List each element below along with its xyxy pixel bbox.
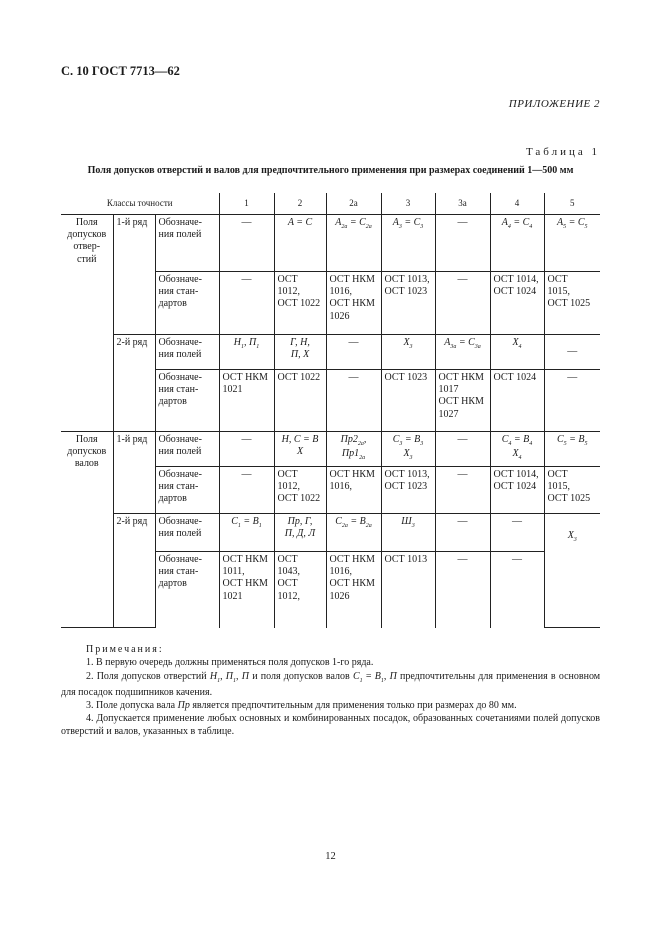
table-cell: —	[490, 514, 544, 552]
table-cell: ОСТ НКМ 1011, ОСТ НКМ 1021	[219, 552, 274, 628]
col-header-class: 3а	[435, 193, 490, 215]
table-cell: $A_5 = C_5$	[544, 215, 600, 272]
table-cell: $X_3$	[544, 514, 600, 628]
table-cell: ОСТ НКМ 1016, ОСТ НКМ 1026	[326, 272, 381, 335]
table-cell: ОСТ НКМ 1021	[219, 370, 274, 432]
table-cell: —	[435, 514, 490, 552]
col-header-classes: Классы точности	[61, 193, 219, 215]
table-cell: —	[435, 432, 490, 467]
table-cell: $Ш_3$	[381, 514, 435, 552]
table-cell: —	[435, 467, 490, 514]
table-cell: —	[219, 272, 274, 335]
table-cell: $A_{2а} = C_{2а}$	[326, 215, 381, 272]
table-cell: —	[544, 370, 600, 432]
table-cell: ОСТ 1024	[490, 370, 544, 432]
table-cell: —	[435, 552, 490, 628]
table-cell: ОСТ 1012, ОСТ 1022	[274, 467, 326, 514]
table-cell: $A_4 = C_4$	[490, 215, 544, 272]
table-cell: ОСТ 1013	[381, 552, 435, 628]
row-label: 1-й ряд	[113, 432, 155, 514]
table-cell: ОСТ 1014, ОСТ 1024	[490, 272, 544, 335]
table-cell: —	[219, 215, 274, 272]
kind-label: Обозначе-ния полей	[155, 514, 219, 552]
table-cell: —	[435, 272, 490, 335]
table-cell: $A_{3а} = C_{3а}$	[435, 335, 490, 370]
kind-label: Обозначе-ния полей	[155, 432, 219, 467]
table-cell: —	[490, 552, 544, 628]
page-header: С. 10 ГОСТ 7713—62	[61, 64, 180, 78]
tolerance-table	[61, 193, 600, 628]
table-cell: $A_3 = C_3$	[381, 215, 435, 272]
table-cell: Пр, Г, П, Д, Л	[274, 514, 326, 552]
table-cell: ОСТ 1015, ОСТ 1025	[544, 467, 600, 514]
table-cell: ОСТ 1013, ОСТ 1023	[381, 272, 435, 335]
table-cell: H, C = B X	[274, 432, 326, 467]
table-label: Таблица 1	[525, 146, 600, 158]
table-cell: ОСТ 1013, ОСТ 1023	[381, 467, 435, 514]
group-label-shafts: Поля допусков валов	[61, 432, 113, 628]
table-title: Поля допусков отверстий и валов для предпочтительного применения при размерах соединений 1—500 мм	[87, 165, 574, 176]
kind-label: Обозначе-ния полей	[155, 335, 219, 370]
table-cell: $C_3 = B_3$ $X_3$	[381, 432, 435, 467]
table-cell: ОСТ 1022	[274, 370, 326, 432]
table-cell: ОСТ 1012, ОСТ 1022	[274, 272, 326, 335]
kind-label: Обозначе-ния стан-дартов	[155, 467, 219, 514]
note-4: 4. Допускается применение любых основных и комбинированных посадок, образованных сочетаниями полей допусков отверстий и валов, указанных в таблице.	[61, 713, 600, 738]
table-cell: $C_5 = B_5$	[544, 432, 600, 467]
table-cell: $C_{2а} = B_{2а}$	[326, 514, 381, 552]
table-cell: $X_4$	[490, 335, 544, 370]
row-label: 2-й ряд	[113, 514, 155, 628]
table-cell: ОСТ 1023	[381, 370, 435, 432]
row-label: 2-й ряд	[113, 335, 155, 432]
note-1: 1. В первую очередь должны применяться поля допусков 1-го ряда.	[86, 657, 374, 669]
col-header-class: 2а	[326, 193, 381, 215]
col-header-class: 1	[219, 193, 274, 215]
col-header-class: 4	[490, 193, 544, 215]
table-cell: Г, H, П, X	[274, 335, 326, 370]
table-cell: $C_4 = B_4$ $X_4$	[490, 432, 544, 467]
table-cell: —	[219, 432, 274, 467]
col-header-class: 3	[381, 193, 435, 215]
col-header-class: 2	[274, 193, 326, 215]
kind-label: Обозначе-ния стан-дартов	[155, 272, 219, 335]
group-label-holes: Поля допусков отвер-стий	[61, 215, 113, 432]
kind-label: Обозначе-ния полей	[155, 215, 219, 272]
table-cell: ОСТ НКМ 1016, ОСТ НКМ 1026	[326, 552, 381, 628]
row-label: 1-й ряд	[113, 215, 155, 335]
note-2: 2. Поля допусков отверстий $H_1$, $П_1$, П и поля допусков валов $C_1 = B_1$, П предпочтительны для применения в основном для посадок подшипников качения.	[61, 670, 601, 698]
notes	[61, 643, 600, 739]
page-number: 12	[325, 851, 336, 862]
table-cell: $H_1$, $П_1$	[219, 335, 274, 370]
table-cell: A = C	[274, 215, 326, 272]
table-cell: —	[544, 335, 600, 370]
appendix-label: ПРИЛОЖЕНИЕ 2	[508, 98, 600, 110]
kind-label: Обозначе-ния стан-дартов	[155, 370, 219, 432]
table-cell: $Пр2_{2а}$, $Пр1_{2а}$	[326, 432, 381, 467]
table-cell: ОСТ НКМ 1016,	[326, 467, 381, 514]
table-cell: ОСТ 1043, ОСТ 1012,	[274, 552, 326, 628]
table-cell: —	[435, 215, 490, 272]
table-cell: $X_3$	[381, 335, 435, 370]
table-cell: ОСТ НКМ 1017 ОСТ НКМ 1027	[435, 370, 490, 432]
kind-label: Обозначе-ния стан-дартов	[155, 552, 219, 628]
col-header-class: 5	[544, 193, 600, 215]
table-cell: ОСТ 1014, ОСТ 1024	[490, 467, 544, 514]
table-cell: —	[326, 370, 381, 432]
table-cell: —	[219, 467, 274, 514]
table-cell: —	[326, 335, 381, 370]
table-cell: $C_1 = B_1$	[219, 514, 274, 552]
notes-title: Примечания:	[86, 644, 164, 655]
note-3: 3. Поле допуска вала Пр является предпочтительным для применения только при размерах до 80 мм.	[86, 699, 517, 711]
table-cell: ОСТ 1015, ОСТ 1025	[544, 272, 600, 335]
